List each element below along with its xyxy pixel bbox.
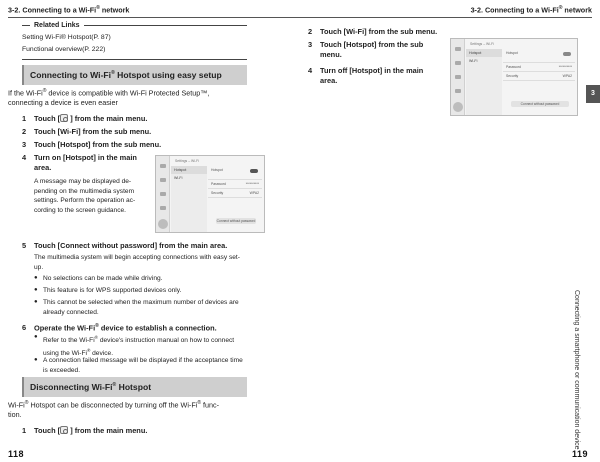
step-3: 3 Touch [Hotspot] from the sub menu. <box>22 140 162 149</box>
step-6-bullet-1: ● Refer to the Wi-Fi® device's instruction manual on how to connect using the Wi-Fi® device. <box>34 333 284 358</box>
page-number: 118 <box>8 449 25 459</box>
screenshot-connect-button: Connect without password <box>216 219 256 223</box>
step-5-bullet-3: ● This cannot be selected when the maximum number of devices are already connected. <box>34 298 279 317</box>
step-4: 4 Turn on [Hotspot] in the main area. <box>22 153 137 172</box>
intro-paragraph: If the Wi-Fi® device is compatible with Wi-Fi Protected Setup™, connecting a device is even easier <box>8 88 210 108</box>
screenshot-list-hotspot: Hotspot <box>466 49 502 57</box>
step-2: 2 Touch [Wi-Fi] from the sub menu. <box>22 127 152 136</box>
settings-gear-icon <box>60 426 68 434</box>
step-1: 1 Touch [ ] from the main menu. <box>22 114 148 123</box>
hotspot-off-screenshot: Settings – Wi-Fi Hotspot Wi-Fi Hotspot Password ********** Security WPA2 Connect without password <box>450 38 578 116</box>
disconnect-step-1: 1 Touch [ ] from the main menu. <box>22 426 148 435</box>
step-6-bullet-2: ● A connection failed message will be displayed if the acceptance time is exceeded. <box>34 356 284 375</box>
header-rule <box>8 17 300 18</box>
related-link-overview[interactable]: Functional overview(P. 222) <box>22 46 106 53</box>
running-header: 3-2. Connecting to a Wi-Fi® network <box>8 5 130 15</box>
step-5-bullet-2: ● This feature is for WPS supported devices only. <box>34 286 181 296</box>
screenshot-list-hotspot: Hotspot <box>171 166 207 174</box>
search-icon <box>158 219 168 229</box>
step-4-note: A message may be displayed de- pending on the multimedia system settings. Perform the operation ac- cording to the screen guidance. <box>34 178 136 214</box>
right-step-4: 4 Turn off [Hotspot] in the main area. <box>308 66 424 85</box>
screenshot-list-wifi: Wi-Fi <box>469 59 478 63</box>
section-heading-disconnect: Disconnecting Wi-Fi® Hotspot <box>22 377 247 397</box>
hotspot-toggle-icon <box>250 169 258 173</box>
screenshot-toolbar: Settings – Wi-Fi <box>175 159 199 163</box>
section-heading-easy-setup: Connecting to Wi-Fi® Hotspot using easy setup <box>22 65 247 85</box>
screenshot-toolbar: Settings – Wi-Fi <box>470 42 494 46</box>
running-header: 3-2. Connecting to a Wi-Fi® network <box>470 5 592 15</box>
step-5-sub: The multimedia system will begin accepting connections with easy set- up. <box>34 254 240 271</box>
related-link-hotspot[interactable]: Setting Wi-Fi® Hotspot(P. 87) <box>22 34 111 41</box>
page-number: 119 <box>571 449 588 459</box>
screenshot-list-wifi: Wi-Fi <box>174 176 183 180</box>
screenshot-connect-button: Connect without password <box>511 101 569 107</box>
right-page <box>300 0 600 462</box>
hotspot-on-screenshot: Settings – Wi-Fi Hotspot Wi-Fi Hotspot Password ********** Security WPA2 Connect without password <box>155 155 265 233</box>
step-5-bullet-1: ● No selections can be made while driving. <box>34 274 162 284</box>
related-links-box <box>22 22 247 60</box>
search-icon <box>453 102 463 112</box>
disconnect-paragraph: Wi-Fi® Hotspot can be disconnected by turning off the Wi-Fi® func- tion. <box>8 400 219 420</box>
related-links-title: Related Links <box>34 22 80 29</box>
step-6: 6 Operate the Wi-Fi® device to establish a connection. <box>22 323 217 333</box>
chapter-side-title: Connecting a smartphone or communication device <box>573 290 580 450</box>
chapter-tab: 3 <box>586 85 600 103</box>
step-5: 5 Touch [Connect without password] from the main area. <box>22 241 228 250</box>
hotspot-toggle-icon <box>563 52 571 56</box>
settings-gear-icon <box>60 114 68 122</box>
right-step-2: 2 Touch [Wi-Fi] from the sub menu. <box>308 27 438 36</box>
header-rule <box>300 17 592 18</box>
right-step-3: 3 Touch [Hotspot] from the sub menu. <box>308 40 424 59</box>
